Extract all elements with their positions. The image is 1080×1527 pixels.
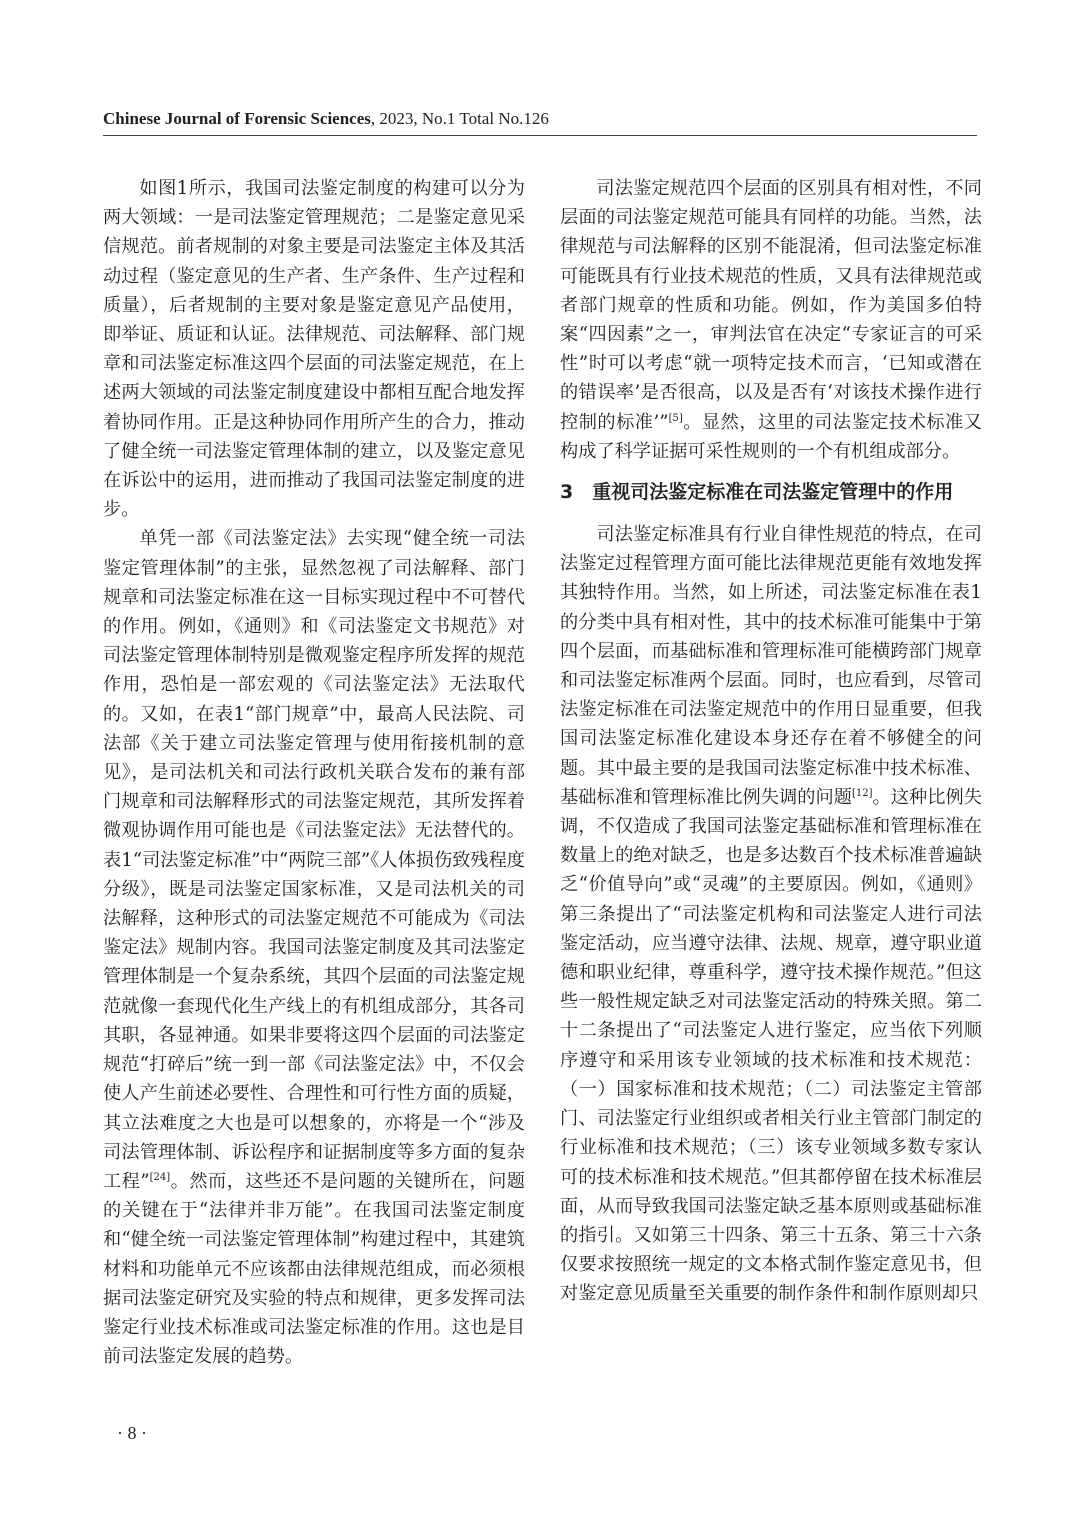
header-rule <box>103 135 977 136</box>
right-column <box>560 174 982 1309</box>
page-number: · 8 · <box>117 1423 147 1443</box>
paragraph-4 <box>560 520 982 1308</box>
paragraph-1: 如图1所示，我国司法鉴定制度的构建可以分为两大领域：一是司法鉴定管理规范；二是鉴定意见采信规范。前者规制的对象主要是司法鉴定主体及其活动过程（鉴定意见的生产者、生产条件、生产过程和质量），后者规制的主要对象是鉴定意见产品使用，即举证、质证和认证。法律规范、司法解释、部门规章和司法鉴定标准这四个层面的司法鉴定规范，在上述两大领域的司法鉴定制度建设中都相互配合地发挥着协同作用。正是这种协同作用所产生的合力，推动了健全统一司法鉴定管理体制的建立，以及鉴定意见在诉讼中的运用，进而推动了我国司法鉴定制度的进步。 <box>103 178 525 521</box>
paragraph-3-text-b: 。显然，这里的司法鉴定技术标准又构成了科学证据可采性规则的一个有机组成部分。 <box>560 411 982 462</box>
paragraph-3-text-a: 司法鉴定规范四个层面的区别具有相对性，不同层面的司法鉴定规范可能具有同样的功能。当然，法律规范与司法解释的区别不能混淆，但司法鉴定标准可能既具有行业技术规范的性质，又具有法律规范或者部门规章的性质和功能。例如，作为美国多伯特案“四因素”之一，审判法官在决定“专家证言的可采性”时可以考虑“就一项特定技术而言，‘已知或潜在的错误率’是否很高，以及是否有‘对该技术操作进行控制的标准’” <box>560 178 982 433</box>
paragraph-2-text-b: 。然而，这些还不是问题的关键所在，问题的关键在于“法律并非万能”。在我国司法鉴定制度和“健全统一司法鉴定管理体制”构建过程中，其建筑材料和功能单元不应该都由法律规范组成，而必须根据司法鉴定研究及实验的特点和规律，更多发挥司法鉴定行业技术标准或司法鉴定标准的作用。这也是目前司法鉴定发展的趋势。 <box>103 1170 525 1368</box>
citation-24: [24] <box>149 1171 171 1183</box>
section-heading-3: 3 重视司法鉴定标准在司法鉴定管理中的作用 <box>560 481 954 504</box>
paragraph-2 <box>103 524 525 1371</box>
citation-12: [12] <box>851 787 873 799</box>
citation-5: [5] <box>668 412 683 424</box>
paragraph-2-text-a: 单凭一部《司法鉴定法》去实现“健全统一司法鉴定管理体制”的主张，显然忽视了司法解释、部门规章和司法鉴定标准在这一目标实现过程中不可替代的作用。例如，《通则》和《司法鉴定文书规范》对司法鉴定管理体制特别是微观鉴定程序所发挥的规范作用，恐怕是一部宏观的《司法鉴定法》无法取代的。又如，在表1“部门规章”中，最高人民法院、司法部《关于建立司法鉴定管理与使用衔接机制的意见》，是司法机关和司法行政机关联合发布的兼有部门规章和司法解释形式的司法鉴定规范，其所发挥着微观协调作用可能也是《司法鉴定法》无法替代的。表1“司法鉴定标准”中“两院三部”《人体损伤致残程度分级》，既是司法鉴定国家标准，又是司法机关的司法解释，这种形式的司法鉴定规范不可能成为《司法鉴定法》规制内容。我国司法鉴定制度及其司法鉴定管理体制是一个复杂系统，其四个层面的司法鉴定规范就像一套现代化生产线上的有机组成部分，其各司其职，各显神通。如果非要将这四个层面的司法鉴定规范“打碎后”统一到一部《司法鉴定法》中，不仅会使人产生前述必要性、合理性和可行性方面的质疑，其立法难度之大也是可以想象的，亦将是一个“涉及司法管理体制、诉讼程序和证据制度等多方面的复杂工程” <box>103 528 525 1192</box>
paragraph-3 <box>560 174 982 466</box>
left-column <box>103 174 525 1371</box>
paragraph-4-text-b: 。这种比例失调，不仅造成了我国司法鉴定基础标准和管理标准在数量上的绝对缺乏，也是多达数百个技术标准普遍缺乏“价值导向”或“灵魂”的主要原因。例如，《通则》第三条提出了“司法鉴定机构和司法鉴定人进行司法鉴定活动，应当遵守法律、法规、规章，遵守职业道德和职业纪律，尊重科学，遵守技术操作规范。”但这些一般性规定缺乏对司法鉴定活动的特殊关照。第二十二条提出了“司法鉴定人进行鉴定，应当依下列顺序遵守和采用该专业领域的技术标准和技术规范：（一）国家标准和技术规范；（二）司法鉴定主管部门、司法鉴定行业组织或者相关行业主管部门制定的行业标准和技术规范；（三）该专业领域多数专家认可的技术标准和技术规范。”但其都停留在技术标准层面，从而导致我国司法鉴定缺乏基本原则或基础标准的指引。又如第三十四条、第三十五条、第三十六条仅要求按照统一规定的文本格式制作鉴定意见书，但对鉴定意见质量至关重要的制作条件和制作原则却只 <box>560 786 982 1305</box>
issue-info: , 2023, No.1 Total No.126 <box>370 109 549 128</box>
journal-title: Chinese Journal of Forensic Sciences <box>103 109 371 128</box>
running-head <box>103 107 983 131</box>
paragraph-4-text-a: 司法鉴定标准具有行业自律性规范的特点，在司法鉴定过程管理方面可能比法律规范更能有效地发挥其独特作用。当然，如上所述，司法鉴定标准在表1的分类中具有相对性，其中的技术标准可能集中于第四个层面，而基础标准和管理标准可能横跨部门规章和司法鉴定标准两个层面。同时，也应看到，尽管司法鉴定标准在司法鉴定规范中的作用日显重要，但我国司法鉴定标准化建设本身还存在着不够健全的问题。其中最主要的是我国司法鉴定标准中技术标准、基础标准和管理标准比例失调的问题 <box>560 524 982 808</box>
